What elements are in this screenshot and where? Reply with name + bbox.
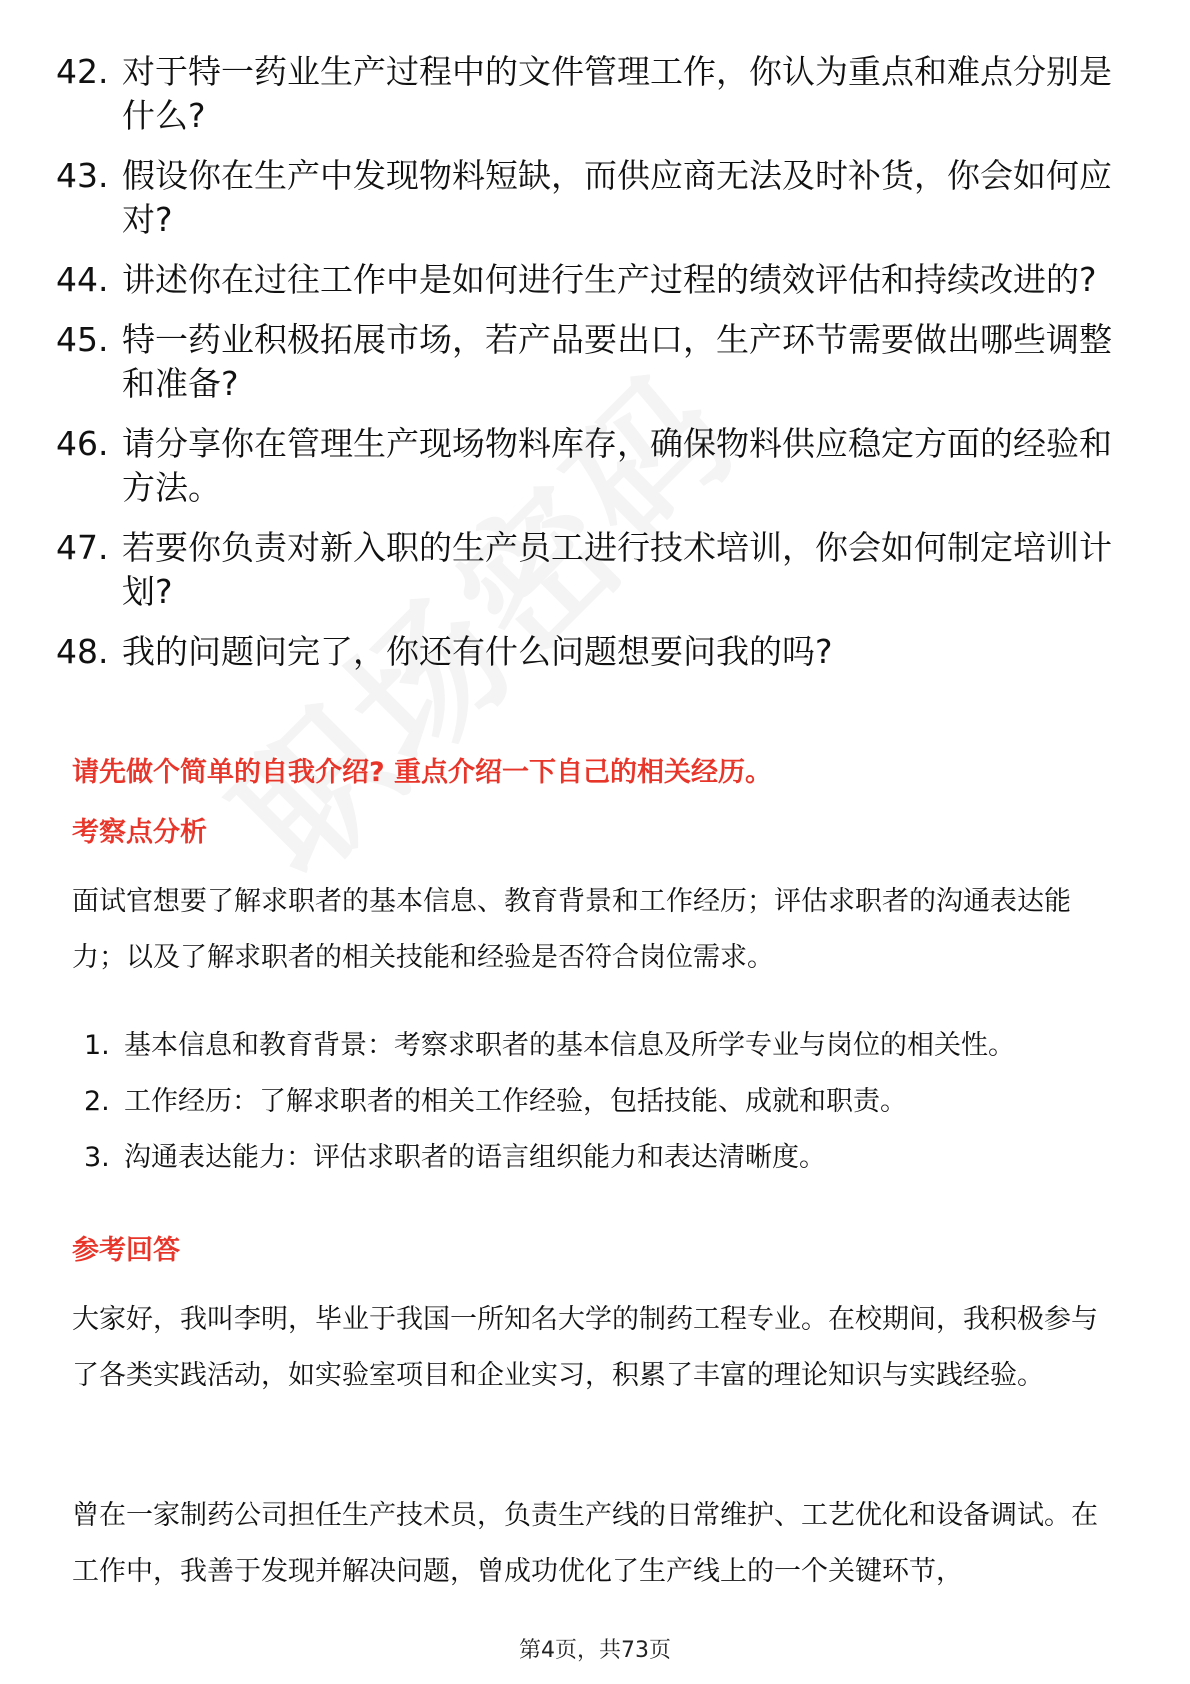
question-number: 42. [56, 52, 109, 91]
question-number: 45. [56, 320, 109, 359]
analysis-points [84, 1018, 1015, 1186]
reference-paragraph-2: 曾在一家制药公司担任生产技术员，负责生产线的日常维护、工艺优化和设备调试。在工作中，我善于发现并解决问题，曾成功优化了生产线上的一个关键环节， [72, 1500, 1098, 1587]
question-number: 43. [56, 156, 109, 195]
question-text: 特一药业积极拓展市场，若产品要出口，生产环节需要做出哪些调整和准备? [122, 320, 1112, 403]
question-item [56, 630, 1126, 674]
question-number: 46. [56, 424, 109, 463]
question-item [56, 258, 1126, 302]
point-text: 基本信息和教育背景：考察求职者的基本信息及所学专业与岗位的相关性。 [124, 1030, 1015, 1061]
point-text: 沟通表达能力：评估求职者的语言组织能力和表达清晰度。 [124, 1142, 826, 1173]
question-text: 对于特一药业生产过程中的文件管理工作，你认为重点和难点分别是什么? [122, 52, 1112, 135]
question-item [56, 318, 1126, 406]
question-number: 44. [56, 260, 109, 299]
list-item [84, 1018, 1015, 1074]
list-item [84, 1130, 1015, 1186]
question-list [56, 50, 1126, 690]
question-text: 讲述你在过往工作中是如何进行生产过程的绩效评估和持续改进的? [122, 260, 1097, 299]
reference-paragraph-1: 大家好，我叫李明，毕业于我国一所知名大学的制药工程专业。在校期间，我积极参与了各类实践活动，如实验室项目和企业实习，积累了丰富的理论知识与实践经验。 [72, 1304, 1098, 1391]
list-item [84, 1074, 1015, 1130]
analysis-title: 考察点分析 [72, 817, 207, 848]
analysis-intro: 面试官想要了解求职者的基本信息、教育背景和工作经历；评估求职者的沟通表达能力；以及了解求职者的相关技能和经验是否符合岗位需求。 [72, 886, 1071, 973]
question-item [56, 526, 1126, 614]
point-number: 1. [84, 1030, 110, 1061]
question-item [56, 154, 1126, 242]
question-text: 若要你负责对新入职的生产员工进行技术培训，你会如何制定培训计划? [122, 528, 1112, 611]
point-number: 2. [84, 1086, 110, 1117]
question-item [56, 422, 1126, 510]
question-heading: 请先做个简单的自我介绍? 重点介绍一下自己的相关经历。 [72, 757, 773, 788]
page-number: 第4页，共73页 [519, 1638, 671, 1663]
question-number: 48. [56, 632, 109, 671]
question-number: 47. [56, 528, 109, 567]
question-text: 假设你在生产中发现物料短缺，而供应商无法及时补货，你会如何应对? [122, 156, 1112, 239]
question-item [56, 50, 1126, 138]
question-text: 请分享你在管理生产现场物料库存，确保物料供应稳定方面的经验和方法。 [122, 424, 1112, 507]
question-text: 我的问题问完了，你还有什么问题想要问我的吗? [122, 632, 833, 671]
reference-title: 参考回答 [72, 1235, 180, 1266]
point-number: 3. [84, 1142, 110, 1173]
point-text: 工作经历：了解求职者的相关工作经验，包括技能、成就和职责。 [124, 1086, 907, 1117]
